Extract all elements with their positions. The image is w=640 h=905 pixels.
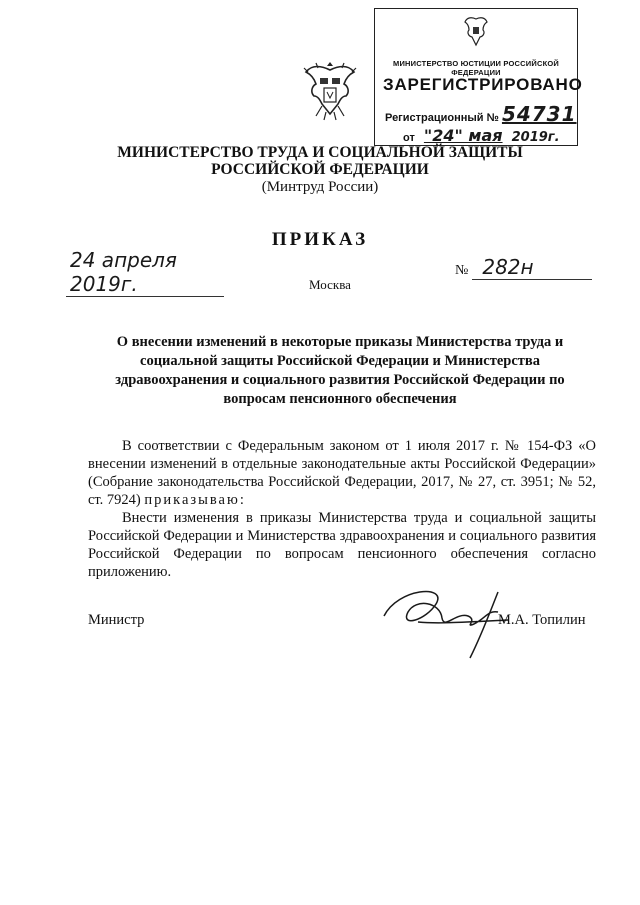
stamp-date-prefix: от: [403, 132, 415, 144]
stamp-ministry: МИНИСТЕРСТВО ЮСТИЦИИ РОССИЙСКОЙ ФЕДЕРАЦИИ: [393, 59, 559, 77]
body-paragraph-2: Внести изменения в приказы Министерства труда и социальной защиты Российской Федерации и Министерства здравоохранения и социального развития Российской Федерации по вопросам пенсионного обеспечения согласно приложению.: [88, 510, 596, 580]
stamp-reg-label: Регистрационный №: [385, 112, 499, 124]
ministry-line-2: РОССИЙСКОЙ ФЕДЕРАЦИИ: [211, 161, 429, 178]
stamp-date-line: [403, 126, 560, 145]
stamp-date-value: "24" мая: [423, 126, 503, 145]
stamp-registered: ЗАРЕГИСТРИРОВАНО: [383, 75, 583, 94]
coat-of-arms-emblem: [300, 56, 360, 126]
document-title: ПРИКАЗ: [271, 229, 369, 250]
stamp-reg-line: [385, 102, 577, 126]
order-number-label: №: [455, 263, 469, 278]
ministry-short-name: (Минтруд России): [261, 179, 379, 195]
order-date: 24 апреля 2019г.: [66, 248, 224, 297]
ministry-header: [0, 144, 640, 178]
order-body: [88, 437, 596, 581]
stamp-emblem: [463, 15, 489, 49]
order-city: Москва: [309, 277, 351, 292]
stamp-reg-number: 54731: [501, 102, 577, 126]
ministry-line-1: МИНИСТЕРСТВО ТРУДА И СОЦИАЛЬНОЙ ЗАЩИТЫ: [117, 144, 523, 161]
registration-stamp: [374, 8, 583, 146]
signatory-name: М.А. Топилин: [498, 612, 586, 628]
order-word: приказываю:: [144, 492, 246, 508]
body-paragraph-1: [88, 437, 596, 509]
body-paragraph-1-text: В соответствии с Федеральным законом от 1 июля 2017 г. № 154-ФЗ «О внесении изменений в отдельные законодательные акты Российской Федерации» (Собрание законодательства Российской Федерации, 2017, № 27, ст. 3951; № 52, ст. 7924): [88, 438, 596, 508]
order-subject: О внесении изменений в некоторые приказы Министерства труда и социальной защиты Российской Федерации и Министерства здравоохранения и социального развития Российской Федерации по вопросам пенсионного обеспечения: [115, 334, 565, 407]
signatory-position: Министр: [88, 612, 145, 628]
stamp-year: 2019г.: [511, 130, 560, 145]
order-number: 282н: [472, 255, 592, 280]
